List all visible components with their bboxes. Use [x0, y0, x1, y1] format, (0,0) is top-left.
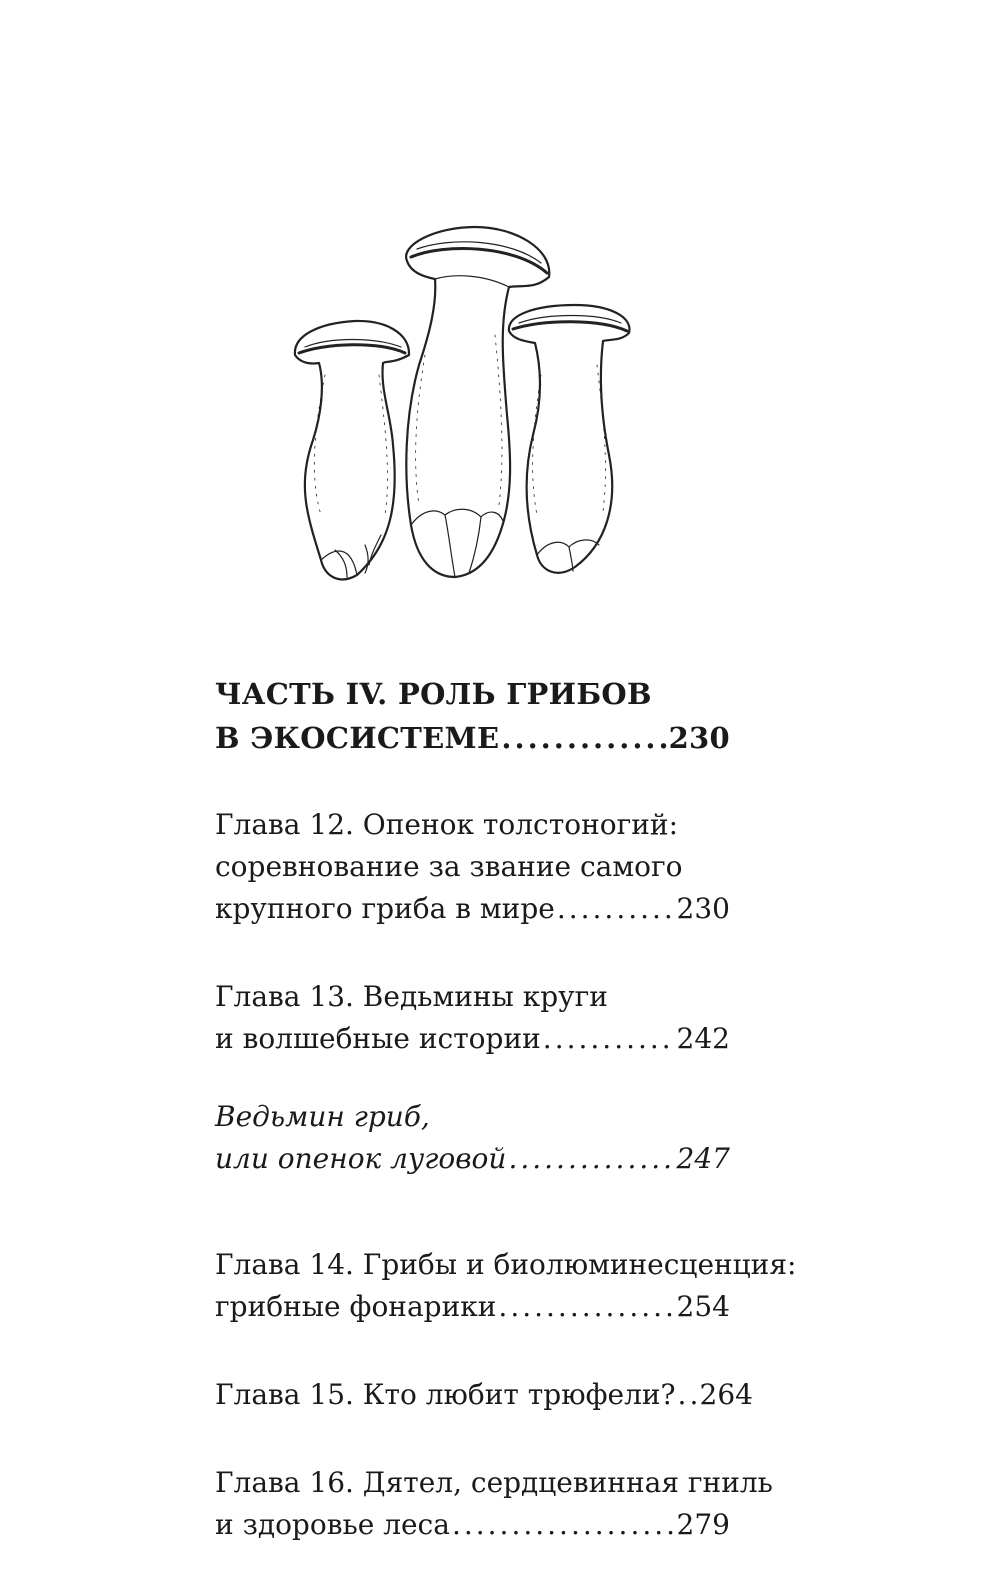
table-of-contents — [215, 672, 797, 1546]
toc-chapter-14[interactable] — [215, 1244, 797, 1328]
toc-part-4[interactable] — [215, 672, 730, 760]
toc-leader-dots — [557, 888, 675, 930]
toc-page-number: 242 — [676, 1022, 730, 1055]
toc-chapter-13[interactable] — [215, 976, 730, 1060]
toc-page-number: 254 — [676, 1290, 730, 1323]
toc-chapter-16-line2: и здоровье леса — [215, 1508, 450, 1541]
toc-page-number: 230 — [676, 892, 730, 925]
toc-part-4-title-line1: ЧАСТЬ IV. РОЛЬ ГРИБОВ — [215, 677, 652, 711]
toc-chapter-16-line1: Глава 16. Дятел, сердцевинная гниль — [215, 1466, 773, 1499]
toc-chapter-12-line3: крупного гриба в мире — [215, 892, 555, 925]
toc-chapter-14-line2: грибные фонарики — [215, 1290, 497, 1323]
toc-page-number: 279 — [676, 1508, 730, 1541]
toc-leader-dots — [508, 1138, 674, 1180]
toc-chapter-12[interactable] — [215, 804, 730, 930]
toc-chapter-12-line1: Глава 12. Опенок толстоногий: — [215, 808, 679, 841]
toc-leader-dots — [543, 1018, 675, 1060]
toc-section-line1: Ведьмин гриб, — [215, 1100, 430, 1133]
toc-leader-dots — [501, 716, 666, 760]
toc-chapter-13-line1: Глава 13. Ведьмины круги — [215, 980, 608, 1013]
toc-leader-dots — [678, 1374, 698, 1416]
toc-page-number: 247 — [676, 1142, 730, 1175]
toc-leader-dots — [452, 1504, 675, 1546]
mushrooms-illustration — [285, 215, 635, 585]
toc-page-number: 264 — [699, 1378, 753, 1411]
left-mushroom — [295, 321, 409, 579]
toc-leader-dots — [498, 1286, 674, 1328]
toc-page-number: 230 — [668, 721, 730, 755]
toc-chapter-15[interactable] — [215, 1374, 753, 1416]
toc-chapter-14-line1: Глава 14. Грибы и биолюминесценция: — [215, 1248, 797, 1281]
toc-chapter-12-line2: соревнование за звание самого — [215, 850, 683, 883]
toc-chapter-15-line1: Глава 15. Кто любит трюфели? — [215, 1378, 676, 1411]
mushrooms-icon — [285, 215, 635, 585]
toc-chapter-13-line2: и волшебные истории — [215, 1022, 541, 1055]
toc-section-witch-mushroom[interactable] — [215, 1096, 730, 1180]
toc-section-line2: или опенок луговой — [215, 1142, 507, 1175]
middle-mushroom — [406, 227, 549, 577]
toc-chapter-16[interactable] — [215, 1462, 773, 1546]
toc-part-4-title-line2: В ЭКОСИСТЕМЕ — [215, 721, 500, 755]
right-mushroom — [509, 305, 630, 573]
